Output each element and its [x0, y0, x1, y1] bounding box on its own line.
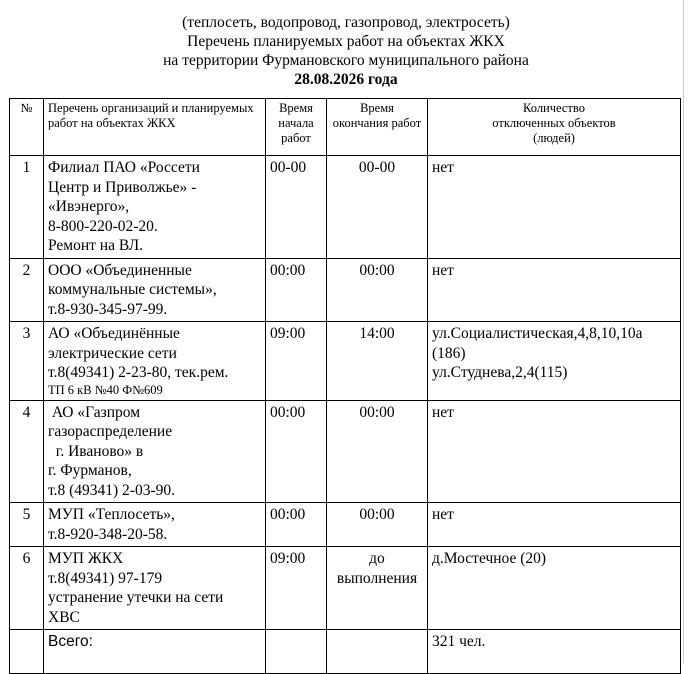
row-organization	[44, 503, 266, 547]
heading-date: 28.08.2026 года	[294, 71, 398, 88]
row-affected-count	[428, 503, 681, 547]
cell-line: т.8(49341) 97-179	[48, 569, 163, 587]
cell-line: нет	[432, 506, 454, 523]
row-start-time: 00-00	[266, 156, 327, 259]
cell-line: «Ивэнерго»,	[48, 198, 130, 215]
row-start-time: 00:00	[266, 258, 327, 322]
cell-line: ХВС	[48, 608, 80, 626]
cell-line: Ремонт на ВЛ.	[48, 237, 143, 254]
row-end-time: 00-00	[327, 156, 428, 259]
cell-line: т.8(49341) 2-23-80, тек.рем.	[48, 364, 229, 381]
table-row	[10, 547, 681, 630]
row-start-time: 09:00	[266, 322, 327, 401]
cell-line: нет	[432, 403, 454, 421]
row-end-time: 14:00	[327, 322, 428, 401]
total-empty-cell	[266, 630, 327, 674]
row-organization	[44, 156, 266, 259]
header-start-time: Время начала работ	[266, 99, 327, 156]
cell-line: электрические сети	[48, 344, 177, 362]
cell-line: т.8 (49341) 2-03-90.	[48, 481, 176, 499]
table-row	[10, 258, 681, 322]
row-affected-count	[428, 547, 681, 630]
total-row	[10, 630, 681, 674]
row-organization	[44, 322, 266, 401]
cell-line: до	[369, 550, 385, 567]
header-orgs: Перечень организаций и планируемых работ на объектах ЖКХ	[44, 99, 266, 156]
cell-line: нет	[432, 261, 454, 279]
cell-line: выполнения	[336, 569, 418, 587]
total-label: Всего:	[44, 630, 266, 674]
cell-line: коммунальные системы»,	[48, 281, 217, 298]
cell-line: МУП «Теплосеть»,	[48, 506, 175, 523]
heading-line-2: Перечень планируемых работ на объектах ЖКХ	[187, 33, 505, 50]
total-value: 321 чел.	[428, 630, 681, 674]
header-affected-count: Количество отключенных объектов (людей)	[428, 99, 681, 156]
row-start-time: 00:00	[266, 400, 327, 503]
table-row	[10, 156, 681, 259]
cell-line: ООО «Объединенные	[48, 261, 192, 279]
cell-line: Филиал ПАО «Россети	[48, 159, 200, 176]
row-number: 1	[10, 156, 44, 259]
row-organization	[44, 400, 266, 503]
cell-line: т.8-930-345-97-99.	[48, 300, 168, 318]
total-empty-cell	[327, 630, 428, 674]
row-affected-count	[428, 258, 681, 322]
heading-line-1: (теплосеть, водопровод, газопровод, электросеть)	[182, 14, 510, 31]
cell-line: Центр и Приволжье» -	[48, 178, 197, 196]
cell-line: ул.Студнева,2,4(115)	[432, 364, 568, 381]
header-end-time: Время окончания работ	[327, 99, 428, 156]
row-affected-count	[428, 322, 681, 401]
cell-line: АО «Газпром	[48, 403, 141, 421]
total-empty-cell	[10, 630, 44, 674]
row-number: 4	[10, 400, 44, 503]
row-end-time	[327, 547, 428, 630]
works-table	[9, 98, 681, 674]
cell-line: нет	[432, 159, 454, 176]
table-row	[10, 503, 681, 547]
row-number: 2	[10, 258, 44, 322]
row-number: 6	[10, 547, 44, 630]
page-edge	[683, 0, 684, 663]
cell-line: д.Мостечное (20)	[432, 550, 547, 567]
row-start-time: 00:00	[266, 503, 327, 547]
cell-line: газораспределение	[48, 423, 173, 440]
cell-line: г. Фурманов,	[48, 462, 132, 479]
cell-line: 8-800-220-02-20.	[48, 217, 158, 235]
cell-line: МУП ЖКХ	[48, 550, 124, 567]
row-end-time: 00:00	[327, 400, 428, 503]
row-number: 5	[10, 503, 44, 547]
document-heading	[0, 13, 692, 89]
cell-line: г. Иваново» в	[48, 442, 144, 460]
row-end-time: 00:00	[327, 503, 428, 547]
cell-line: (186)	[432, 344, 466, 362]
row-number: 3	[10, 322, 44, 401]
cell-line: т.8-920-348-20-58.	[48, 525, 168, 543]
header-num: №	[10, 99, 44, 156]
table-row	[10, 322, 681, 401]
cell-line: ул.Социалистическая,4,8,10,10а	[432, 325, 643, 342]
cell-line-small: ТП 6 кВ №40 Ф№609	[48, 382, 163, 397]
row-end-time: 00:00	[327, 258, 428, 322]
cell-line: устранение утечки на сети	[48, 589, 224, 606]
row-affected-count	[428, 400, 681, 503]
table-row	[10, 400, 681, 503]
table-header-row	[10, 99, 681, 156]
heading-line-3: на территории Фурмановского муниципального района	[163, 52, 529, 69]
row-organization	[44, 547, 266, 630]
row-affected-count	[428, 156, 681, 259]
row-organization	[44, 258, 266, 322]
row-start-time: 09:00	[266, 547, 327, 630]
cell-line: АО «Объединённые	[48, 325, 180, 342]
